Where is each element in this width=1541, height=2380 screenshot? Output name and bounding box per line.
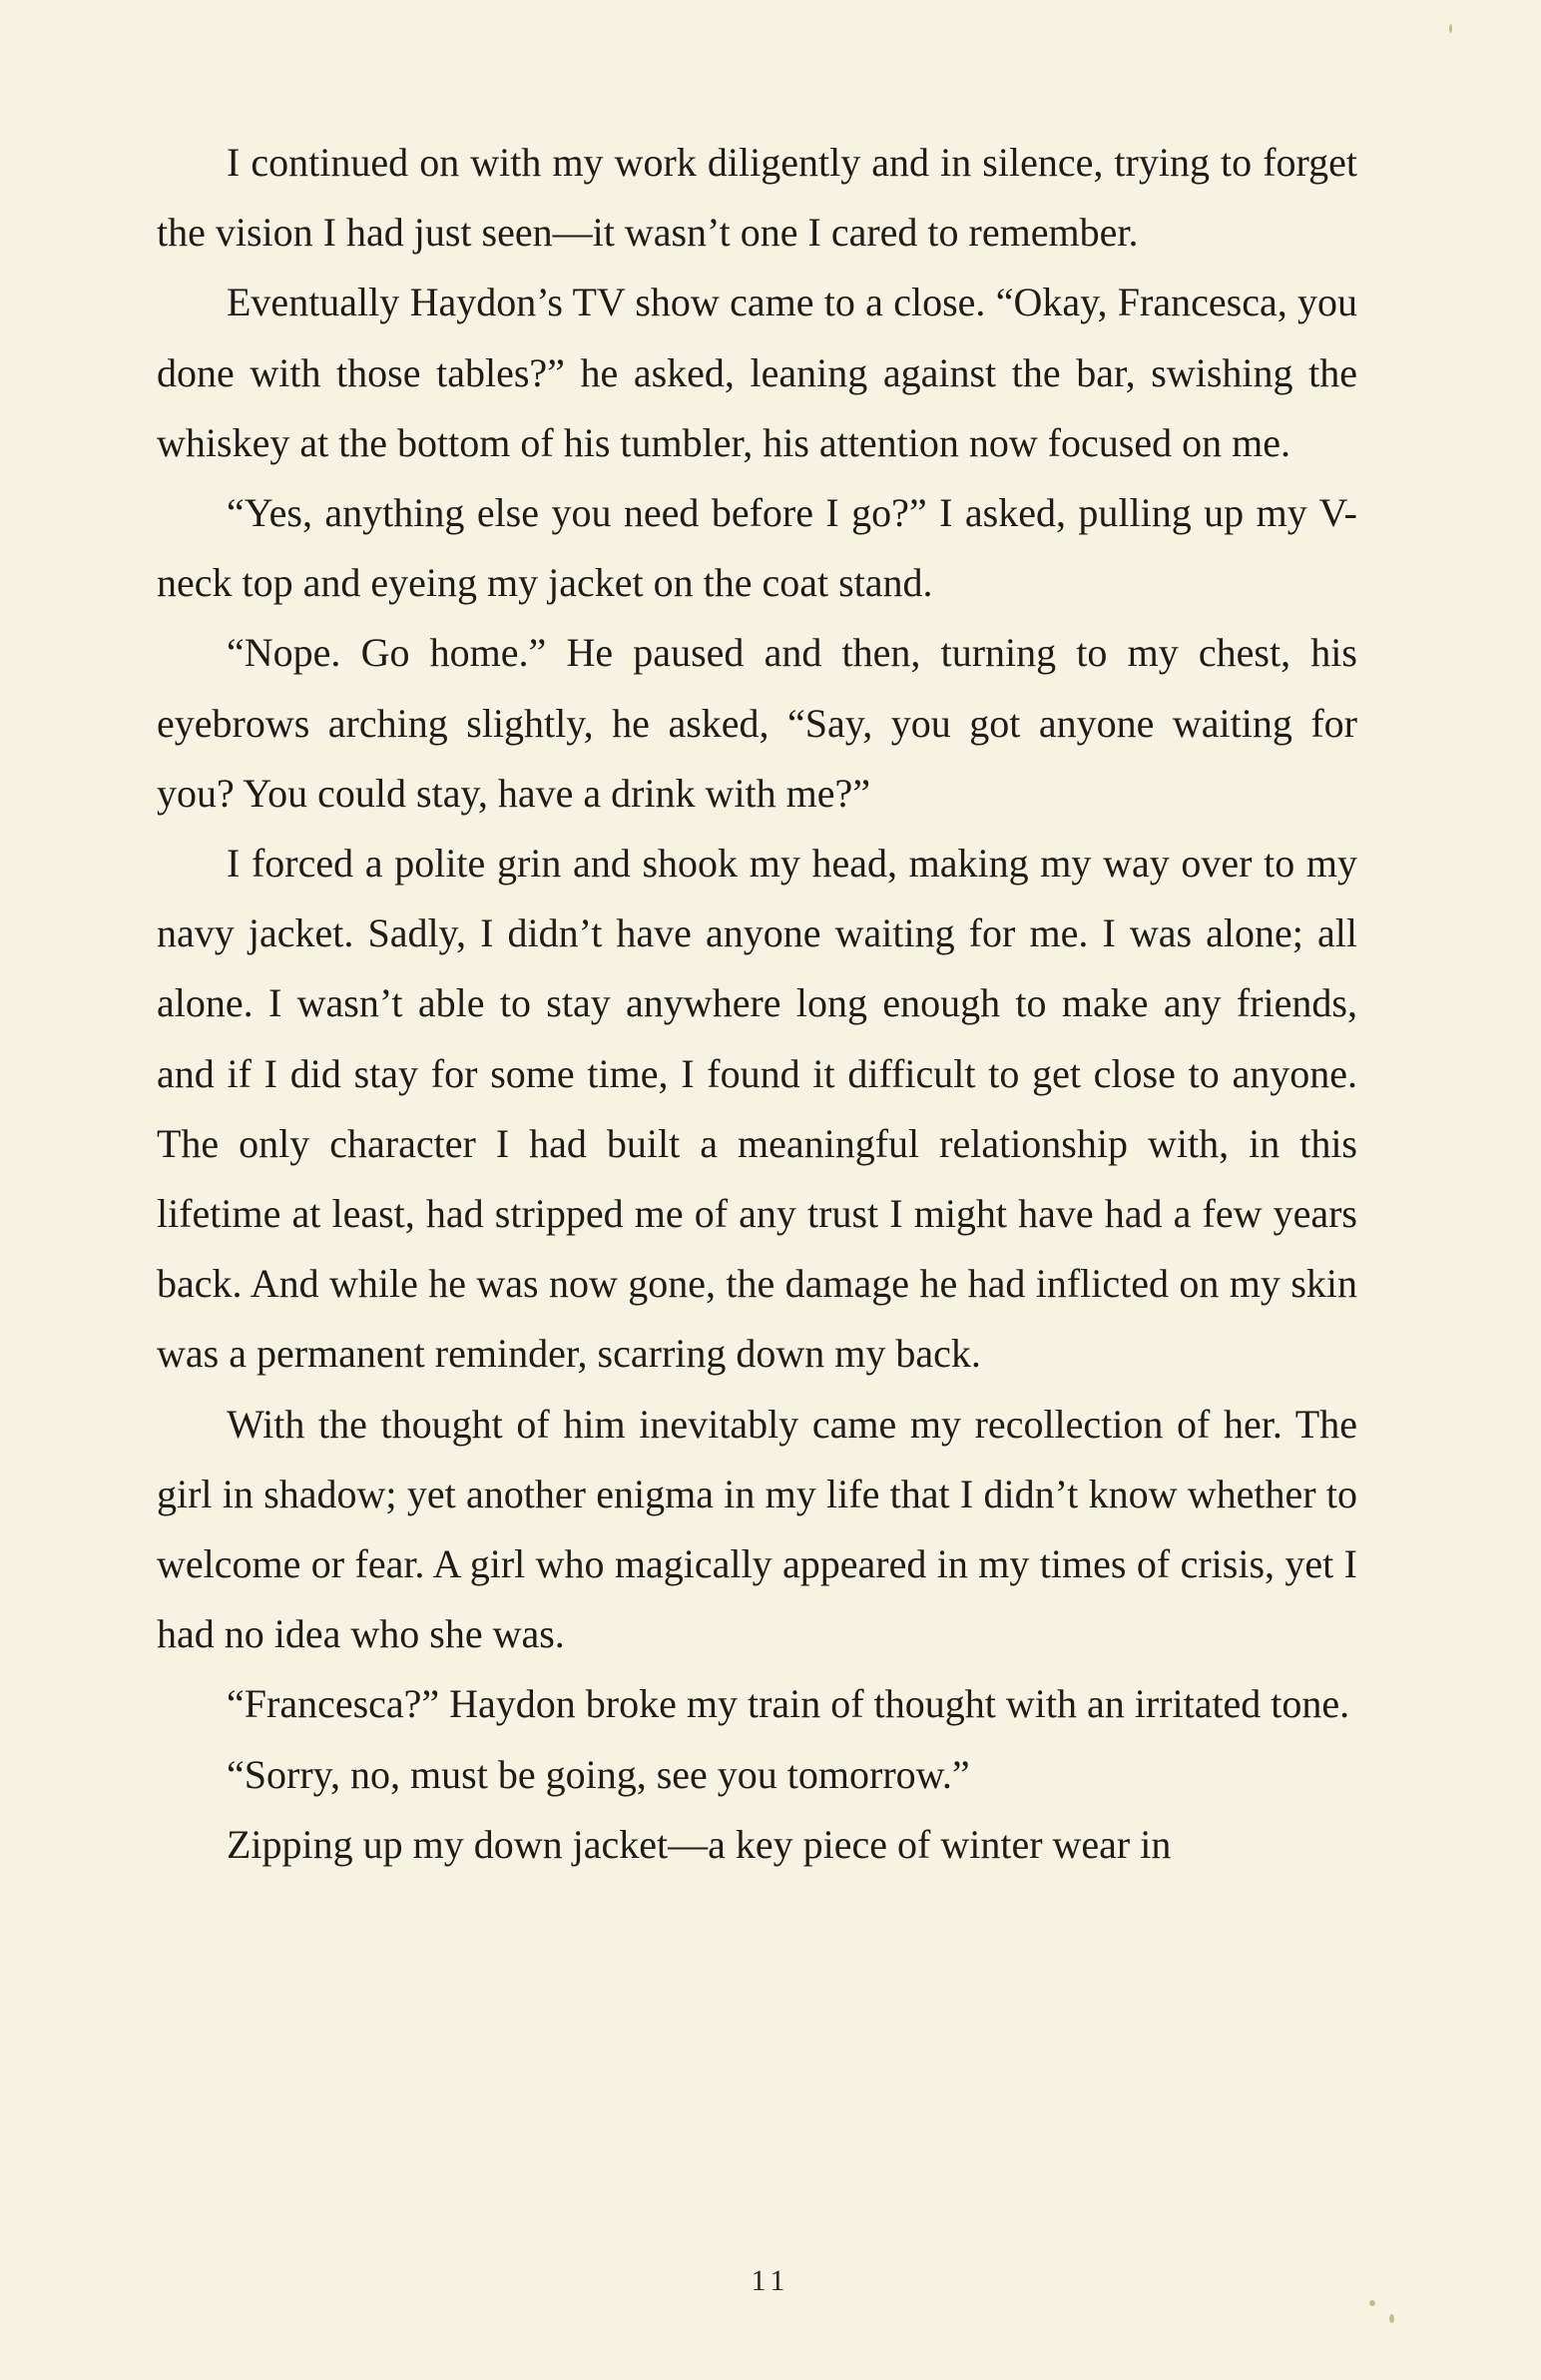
paragraph-1: I continued on with my work diligently and in silence, trying to forget the vision I had just seen—it wasn’t one I cared to remember. — [157, 140, 1357, 256]
paragraph-4: “Nope. Go home.” He paused and then, turning to my chest, his eyebrows arching slightly, he asked, “Say, you got anyone waiting for you? You could stay, have a drink with me?” — [157, 630, 1357, 816]
paragraph-3: “Yes, anything else you need before I go?” I asked, pulling up my V-neck top and eyeing my jacket on the coat stand. — [157, 490, 1357, 606]
paragraph-8: “Sorry, no, must be going, see you tomorrow.” — [227, 1751, 970, 1797]
paragraph-5: I forced a polite grin and shook my head, making my way over to my navy jacket. Sadly, I didn’t have anyone waiting for me. I was alone; all alone. I wasn’t able to stay anywhere long enough to make any friends, and if I did stay for some time, I found it difficult to get close to anyone. The only character I had built a meaningful relationship with, in this lifetime at least, had stripped me of any trust I might have had a few years back. And while he was now gone, the damage he had inflicted on my skin was a permanent reminder, scarring down my back. — [157, 841, 1357, 1377]
body-text — [157, 128, 1357, 1880]
paragraph-2: Eventually Haydon’s TV show came to a close. “Okay, Francesca, you done with those tables?” he asked, leaning against the bar, swishing the whiskey at the bottom of his tumbler, his attention now focused on me. — [157, 280, 1357, 465]
paper-speck — [1449, 24, 1452, 33]
paragraph-7: “Francesca?” Haydon broke my train of thought with an irritated tone. — [227, 1681, 1350, 1727]
page-number: 11 — [751, 2264, 790, 2297]
paper-speck — [1389, 2314, 1394, 2323]
paragraph-9: Zipping up my down jacket—a key piece of winter wear in — [227, 1821, 1172, 1867]
paper-speck — [1369, 2300, 1375, 2306]
paragraph-6: With the thought of him inevitably came my recollection of her. The girl in shadow; yet another enigma in my life that I didn’t know whether to welcome or fear. A girl who magically appeared in my times of crisis, yet I had no idea who she was. — [157, 1401, 1357, 1657]
